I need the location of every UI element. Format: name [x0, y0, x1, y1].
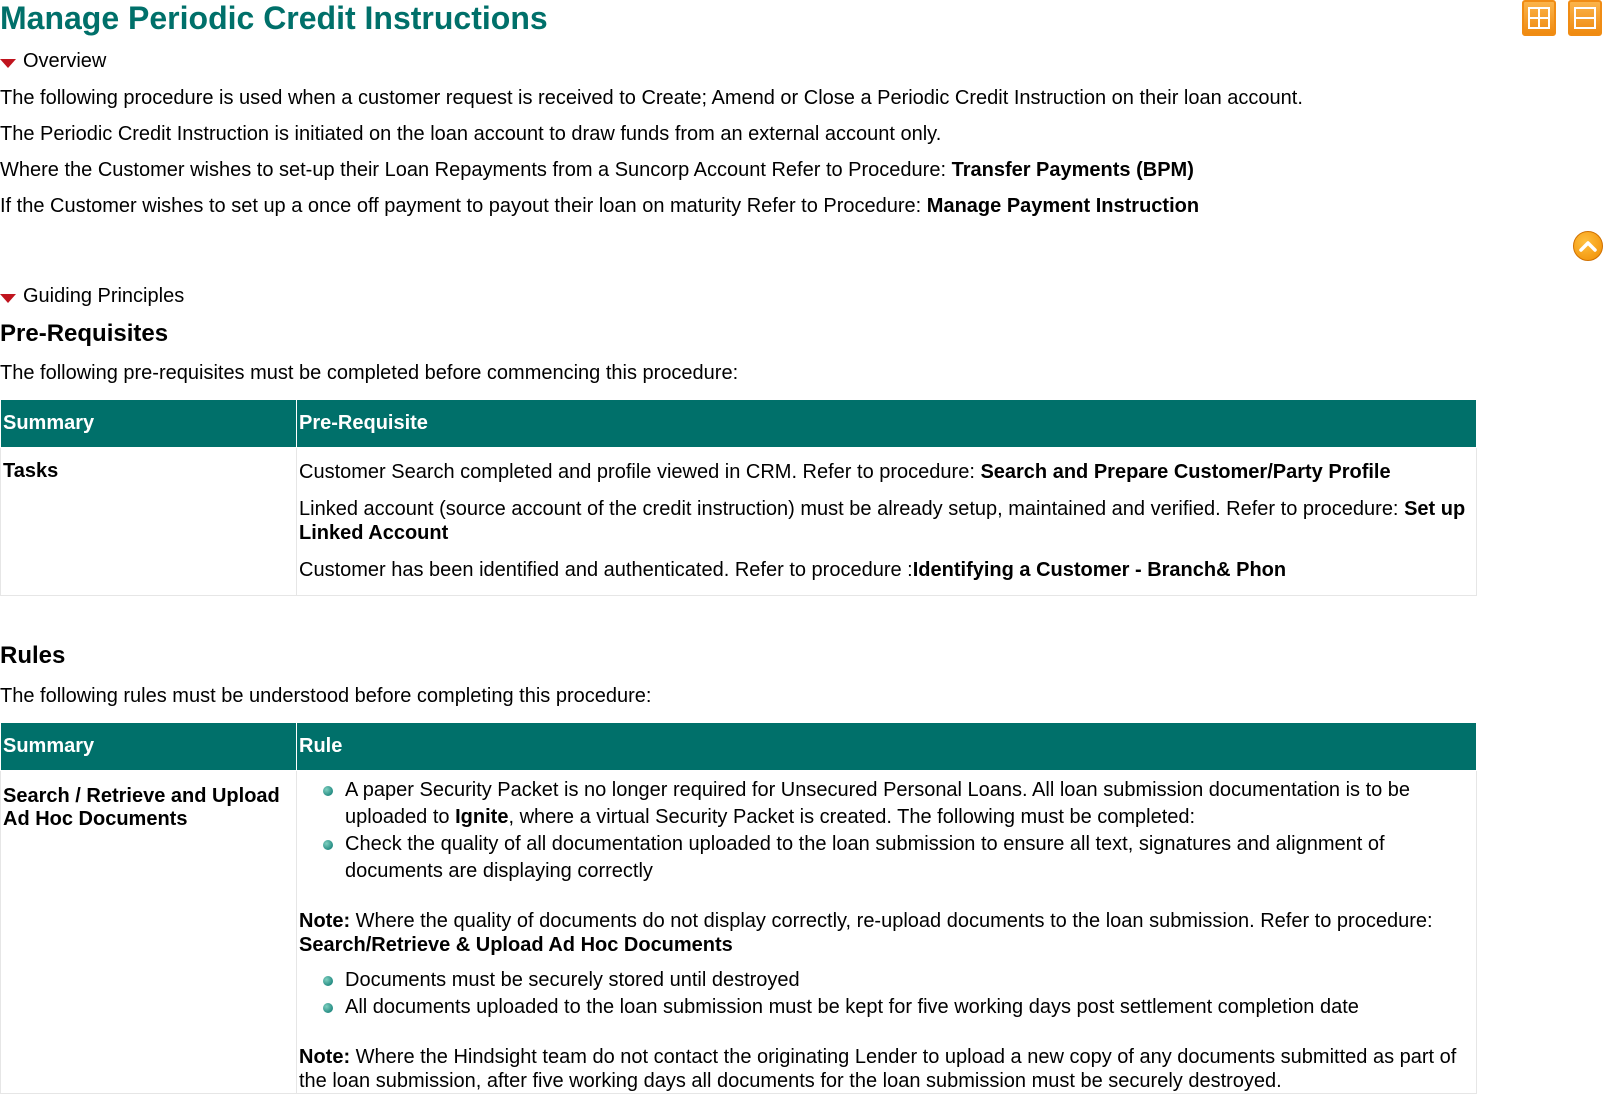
rules-table [0, 722, 1477, 1094]
row-summary-documents: Search / Retrieve and Upload Ad Hoc Documents [1, 771, 297, 1094]
overview-p4-text: If the Customer wishes to set up a once off payment to payout their loan on maturity Refer to Procedure: [0, 195, 927, 217]
identifying-customer-link[interactable]: Identifying a Customer - Branch& Phon [912, 559, 1287, 581]
ignite-term: Ignite [455, 806, 509, 828]
rule-bullet-list [299, 777, 1474, 885]
note-paragraph: Note: Where the Hindsight team do not contact the originating Lender to upload a new copy of any documents submitted as part of the loan submission, after five working days all documents for the loan submission must be securely destroyed. [299, 1046, 1457, 1092]
table-header-row [1, 723, 1477, 771]
page-title: Manage Periodic Credit Instructions [0, 0, 548, 36]
overview-paragraph-4 [0, 195, 1199, 218]
prerequisites-intro: The following pre-requisites must be completed before commencing this procedure: [0, 362, 739, 384]
overview-label: Overview [23, 50, 107, 72]
rules-intro: The following rules must be understood before completing this procedure: [0, 685, 652, 707]
list-item: All documents uploaded to the loan submission must be kept for five working days post settlement completion date [345, 994, 1474, 1021]
prerequisite-line: Customer Search completed and profile viewed in CRM. Refer to procedure: Search and Prepare Customer/Party Profile [299, 461, 1391, 483]
row-prerequisite-content [297, 448, 1477, 596]
column-header-prerequisite: Pre-Requisite [297, 400, 1477, 448]
prerequisite-line: Customer has been identified and authenticated. Refer to procedure :Identifying a Customer - Branch& Phon [299, 559, 1287, 581]
note-label: Note: [299, 1046, 351, 1068]
overview-paragraph-3 [0, 159, 1194, 182]
expand-all-icon [1528, 7, 1550, 29]
scroll-to-top-button[interactable] [1573, 231, 1603, 261]
rule-bullet-list [299, 967, 1474, 1021]
expand-all-button[interactable] [1522, 0, 1556, 36]
table-row [1, 771, 1477, 1094]
overview-paragraph-1: The following procedure is used when a customer request is received to Create; Amend or Close a Periodic Credit Instruction on their loan account. [0, 87, 1303, 109]
table-row [1, 448, 1477, 596]
table-header-row [1, 400, 1477, 448]
set-up-linked-account-link[interactable]: Set up Linked Account [299, 498, 1466, 544]
caret-down-icon [0, 294, 16, 303]
list-item: A paper Security Packet is no longer required for Unsecured Personal Loans. All loan submission documentation is to be uploaded to Ignite, where a virtual Security Packet is created. The following must be completed: [345, 777, 1474, 831]
caret-down-icon [0, 59, 16, 68]
manage-payment-instruction-link[interactable]: Manage Payment Instruction [926, 195, 1200, 217]
column-header-summary: Summary [1, 723, 297, 771]
rules-heading: Rules [0, 642, 66, 669]
chevron-up-icon [1579, 239, 1597, 253]
note-paragraph: Note: Where the quality of documents do not display correctly, re-upload documents to the loan submission. Refer to procedure: Search/Retrieve & Upload Ad Hoc Documents [299, 910, 1433, 956]
note-label: Note: [299, 910, 351, 932]
column-header-summary: Summary [1, 400, 297, 448]
guiding-principles-label: Guiding Principles [23, 285, 185, 307]
search-retrieve-upload-link[interactable]: Search/Retrieve & Upload Ad Hoc Documents [299, 934, 733, 956]
prerequisites-table [0, 399, 1477, 596]
transfer-payments-link[interactable]: Transfer Payments (BPM) [951, 159, 1194, 181]
row-rule-content [297, 771, 1477, 1094]
list-item: Documents must be securely stored until destroyed [345, 967, 1474, 994]
prerequisites-heading: Pre-Requisites [0, 320, 169, 347]
column-header-rule: Rule [297, 723, 1477, 771]
list-item: Check the quality of all documentation uploaded to the loan submission to ensure all text, signatures and alignment of documents are displaying correctly [345, 831, 1474, 885]
guiding-principles-toggle[interactable] [0, 285, 184, 308]
search-prepare-profile-link[interactable]: Search and Prepare Customer/Party Profile [980, 461, 1391, 483]
overview-p3-text: Where the Customer wishes to set-up their Loan Repayments from a Suncorp Account Refer to Procedure: [0, 159, 952, 181]
collapse-all-icon [1574, 7, 1596, 29]
overview-paragraph-2: The Periodic Credit Instruction is initiated on the loan account to draw funds from an external account only. [0, 123, 942, 145]
prerequisite-line: Linked account (source account of the credit instruction) must be already setup, maintained and verified. Refer to procedure: Set up Linked Account [299, 498, 1466, 544]
row-summary-tasks: Tasks [1, 448, 297, 596]
collapse-all-button[interactable] [1568, 0, 1602, 36]
overview-toggle[interactable] [0, 50, 106, 73]
